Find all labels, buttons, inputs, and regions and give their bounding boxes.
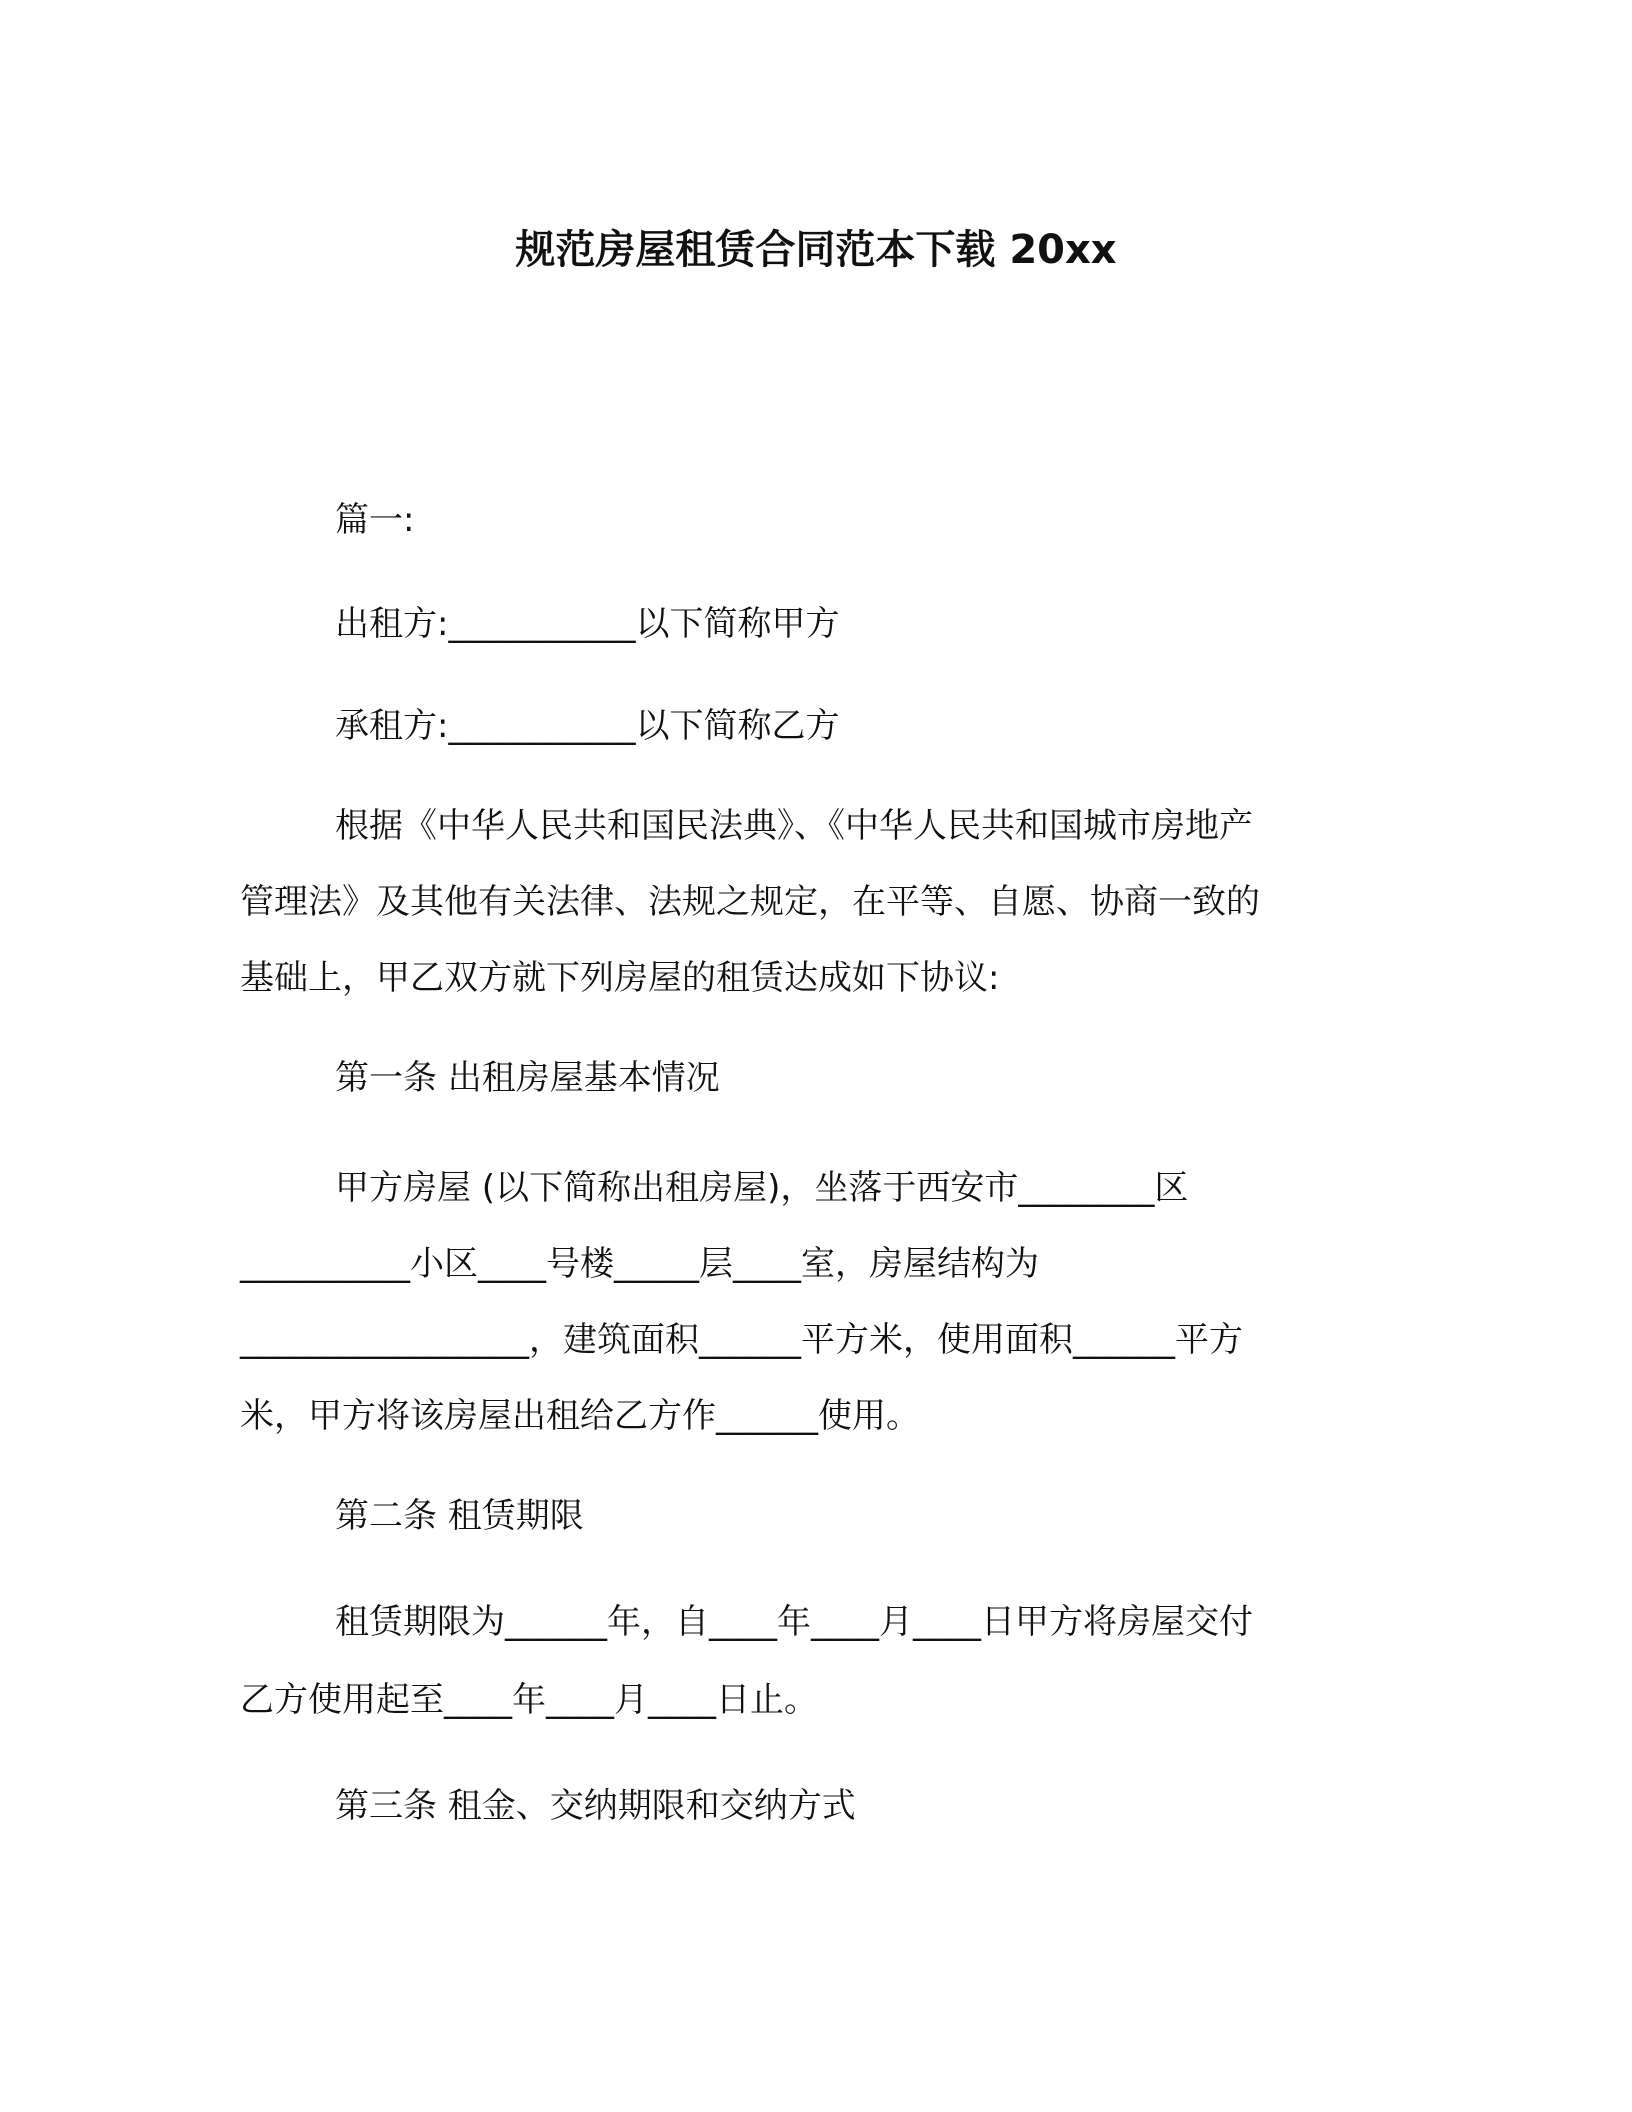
document-title: 规范房屋租赁合同范本下载 20xx <box>515 227 1117 273</box>
lessee-line: 承租方:___________以下简称乙方 <box>335 706 840 746</box>
preamble-line-3: 基础上，甲乙双方就下列房屋的租赁达成如下协议: <box>240 958 1000 998</box>
lessor-line: 出租方:___________以下简称甲方 <box>335 604 840 644</box>
article-2-line-2: 乙方使用起至____年____月____日止。 <box>240 1680 818 1720</box>
article-2-heading: 第二条 租赁期限 <box>335 1496 584 1536</box>
preamble-line-2: 管理法》及其他有关法律、法规之规定，在平等、自愿、协商一致的 <box>240 882 1260 922</box>
article-2-line-1: 租赁期限为______年，自____年____月____日甲方将房屋交付 <box>335 1602 1253 1642</box>
article-1-line-4: 米，甲方将该房屋出租给乙方作______使用。 <box>240 1396 920 1436</box>
article-1-line-1: 甲方房屋 (以下简称出租房屋)，坐落于西安市________区 <box>335 1168 1189 1208</box>
article-1-heading: 第一条 出租房屋基本情况 <box>335 1058 720 1098</box>
article-1-line-3: _________________，建筑面积______平方米，使用面积______平方 <box>240 1320 1243 1360</box>
article-1-line-2: __________小区____号楼_____层____室，房屋结构为 <box>240 1244 1039 1284</box>
section-heading-part-one: 篇一: <box>335 500 415 540</box>
preamble-line-1: 根据《中华人民共和国民法典》、《中华人民共和国城市房地产 <box>335 806 1253 846</box>
article-3-heading: 第三条 租金、交纳期限和交纳方式 <box>335 1786 856 1826</box>
